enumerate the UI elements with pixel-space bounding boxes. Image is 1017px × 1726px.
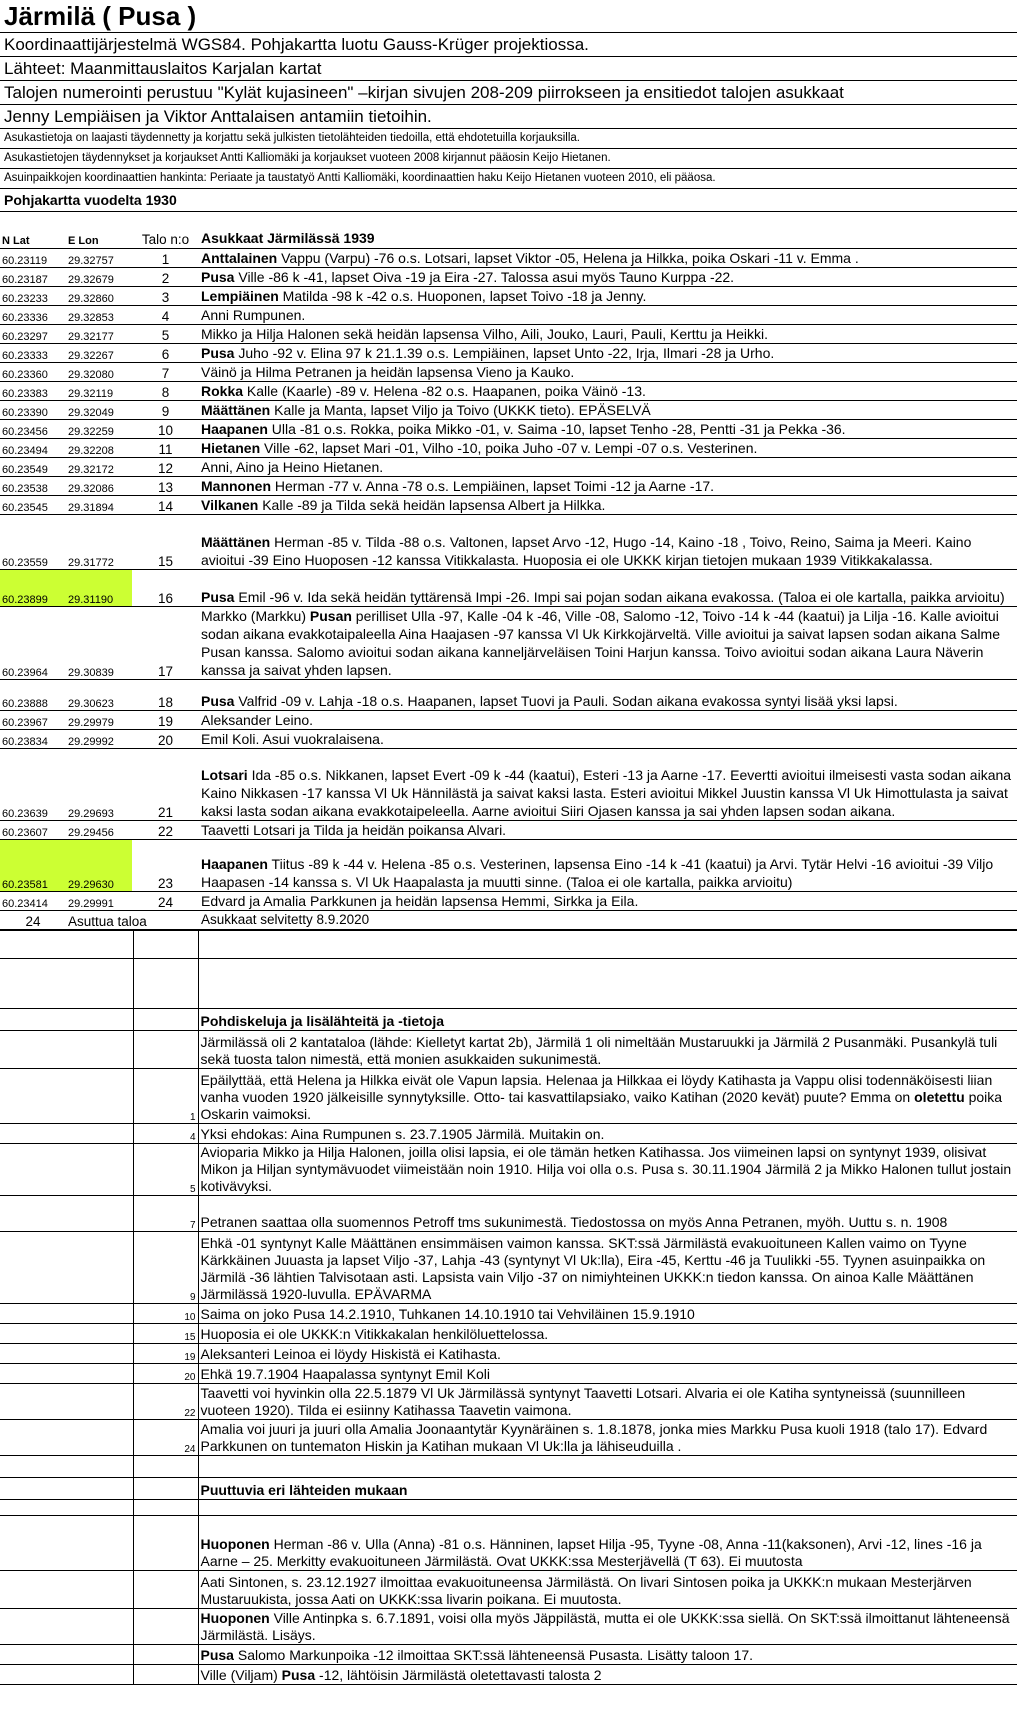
lat-cell: 60.23834 (0, 730, 66, 749)
note-house-ref: 5 (133, 1144, 198, 1196)
summary-label: Asuttua taloa (66, 911, 199, 930)
family-name: Pusa (201, 345, 235, 361)
resident-details: Herman -85 v. Tilda -88 o.s. Valtonen, lapset Arvo -12, Hugo -14, Kaino -18 , Toivo, Reino, Saima ja Meeri. Kaino avioitui -39 Eino Huoposen -12 kanssa Vitikkalasta. Huoposia ei ole UKKK kirjan tietojen mukaan 1939 Vitikkakalassa. (201, 534, 972, 568)
residents-cell (199, 439, 1017, 458)
note-text-run: Epäilyttää, että Helena ja Hilkka eivät ole Vapun lapsia. Helenaa ja Hilkkaa ei löydy Katihasta ja Vappu olisi todennäköisesti liian vanha vuoden 1920 jälkeisille synnytyksille. Otto- tai kasvattilapsiako, vaiko Katihan (2020 kevät) puute? Emma on (200, 1072, 993, 1105)
note-row (0, 1031, 1017, 1069)
table-row (0, 458, 1017, 477)
note-text (198, 1478, 1017, 1500)
lat-cell: 60.23297 (0, 325, 66, 344)
note-blank-cell (0, 1384, 133, 1420)
lon-cell: 29.30623 (66, 680, 132, 711)
table-row (0, 439, 1017, 458)
house-number-cell: 19 (132, 711, 199, 730)
lat-cell: 60.23545 (0, 496, 66, 515)
residents-cell (199, 401, 1017, 420)
table-row (0, 401, 1017, 420)
house-number-cell: 17 (132, 607, 199, 680)
note-blank-cell (0, 1144, 133, 1196)
note-bold-name: Pusa (281, 1667, 316, 1683)
note-row (0, 1144, 1017, 1196)
family-name: Anttalainen (201, 250, 278, 266)
house-number-cell: 18 (132, 680, 199, 711)
house-number-cell: 13 (132, 477, 199, 496)
table-row (0, 306, 1017, 325)
resident-details: Valfrid -09 v. Lahja -18 o.s. Haapanen, lapset Tuovi ja Pauli. Sodan aikana evakossa syntyi lisää yksi lapsi. (234, 693, 898, 709)
family-name: Haapanen (201, 856, 268, 872)
note-house-ref (133, 1516, 198, 1571)
note-row (0, 1571, 1017, 1609)
notes-table (0, 930, 1017, 1685)
lat-cell: 60.23538 (0, 477, 66, 496)
note-text-run: Saima on joko Pusa 14.2.1910, Tuhkanen 14.10.1910 tai Vehviläinen 15.9.1910 (200, 1306, 695, 1322)
table-row (0, 382, 1017, 401)
note-text-run: Ehkä -01 syntynyt Kalle Määttänen ensimmäisen vaimon kanssa. SKT:ssä Järmilästä evakuoituneen Kallen vaimo on Tyyne Kärkkäinen Juuasta ja lapset Viljo -37, Lahja -43 (syntynyt Vl Uk:lla), Eira -45, Kerttu -46 ja Tuulikki -55. Tyynen asuinpaikka on Järmilä -36 lähtien Talvisotaan asti. Lapsista vain Viljo -37 on nimiyhteinen UKKK:n tiedon kanssa. On ainoa Kalle Määttänen Järmilässä 1920-luvulla. EPÄVARMA (200, 1235, 986, 1302)
note-text (198, 1031, 1017, 1069)
table-row (0, 680, 1017, 711)
resident-details: Emil Koli. Asui vuokralaisena. (201, 731, 384, 747)
house-number-cell: 6 (132, 344, 199, 363)
house-number-cell: 1 (132, 249, 199, 268)
lon-cell: 29.31894 (66, 496, 132, 515)
note-text (198, 1516, 1017, 1571)
info-line-coordinates: Asuinpaikkojen koordinaattien hankinta: Periaate ja taustatyö Antti Kalliomäki, koordinaattien haku Keijo Hietanen vuoteen 2010, eli pääosa. (0, 169, 1017, 189)
note-blank-cell (0, 1645, 133, 1665)
page-title: Järmilä ( Pusa ) (0, 0, 1017, 33)
note-house-ref: 4 (133, 1124, 198, 1144)
note-house-ref (133, 1500, 198, 1516)
family-name: Mannonen (201, 478, 271, 494)
lon-cell: 29.32086 (66, 477, 132, 496)
column-header-lat: N Lat (0, 229, 66, 249)
house-number-cell: 2 (132, 268, 199, 287)
note-row (0, 1304, 1017, 1324)
house-number-cell: 4 (132, 306, 199, 325)
note-text-run: Petranen saattaa olla suomennos Petroff tms sukunimestä. Tiedostossa on myös Anna Petranen, myöh. Uuttu s. n. 1908 (200, 1214, 948, 1230)
summary-date: Asukkaat selvitetty 8.9.2020 (199, 911, 1017, 930)
residents-cell (199, 306, 1017, 325)
note-text (198, 1420, 1017, 1456)
house-number-cell: 7 (132, 363, 199, 382)
residents-cell (199, 477, 1017, 496)
note-house-ref (133, 1609, 198, 1645)
resident-details: Väinö ja Hilma Petranen ja heidän lapsensa Vieno ja Kauko. (201, 364, 575, 380)
lon-cell: 29.32208 (66, 439, 132, 458)
note-text-run: Ville Antinpka s. 6.7.1891, voisi olla myös Jäppilästä, mutta ei ole UKKK:ssa siellä. On SKT:ssä ilmoittanut lähteneensä Järmilästä. Lisäys. (200, 1610, 1010, 1643)
lat-cell: 60.23333 (0, 344, 66, 363)
lon-cell: 29.32757 (66, 249, 132, 268)
residents-cell (199, 515, 1017, 570)
table-row (0, 496, 1017, 515)
notes-title-row (0, 1009, 1017, 1031)
note-text (198, 1665, 1017, 1685)
table-row (0, 363, 1017, 382)
table-row (0, 711, 1017, 730)
resident-details: Mikko ja Hilja Halonen sekä heidän lapsensa Vilho, Aili, Jouko, Lauri, Pauli, Kerttu ja Heikki. (201, 326, 769, 342)
note-house-ref: 19 (133, 1344, 198, 1364)
lon-cell: 29.30839 (66, 607, 132, 680)
lon-cell: 29.32119 (66, 382, 132, 401)
table-row (0, 287, 1017, 306)
table-row (0, 570, 1017, 607)
table-row (0, 477, 1017, 496)
lon-cell: 29.31190 (66, 570, 132, 607)
note-house-ref: 20 (133, 1364, 198, 1384)
table-row (0, 840, 1017, 892)
resident-details: Juho -92 v. Elina 97 k 21.1.39 o.s. Lempiäinen, lapset Unto -22, Irja, Ilmari -28 ja Urho. (234, 345, 775, 361)
house-number-cell: 5 (132, 325, 199, 344)
table-row (0, 249, 1017, 268)
notes-spacer-row (0, 959, 1017, 1009)
table-row (0, 749, 1017, 821)
note-row (0, 1324, 1017, 1344)
note-blank-cell (0, 1304, 133, 1324)
lat-cell: 60.23899 (0, 570, 66, 607)
lon-cell: 29.29630 (66, 840, 132, 892)
house-number-cell: 9 (132, 401, 199, 420)
residents-cell (199, 607, 1017, 680)
resident-details: Aleksander Leino. (201, 712, 314, 728)
notes-spacer-row (0, 931, 1017, 959)
family-name: Vilkanen (201, 497, 259, 513)
house-number-cell: 8 (132, 382, 199, 401)
note-row (0, 1516, 1017, 1571)
note-text (198, 1196, 1017, 1232)
note-row (0, 1196, 1017, 1232)
note-text-run: Amalia voi juuri ja juuri olla Amalia Joonaantytär Kyynäräinen s. 1.8.1878, jonka mies Markku Pusa kuoli 1918 (talo 17). Edvard Parkkunen on tuntematon Hiskin ja Katihan mukaan Vl Uk:lla ja lähiseuduilla . (200, 1421, 988, 1454)
house-number-cell: 15 (132, 515, 199, 570)
lat-cell: 60.23967 (0, 711, 66, 730)
note-row (0, 1232, 1017, 1304)
note-row (0, 1344, 1017, 1364)
residents-cell (199, 840, 1017, 892)
resident-details: Ville -86 k -41, lapset Oiva -19 ja Eira -27. Talossa asui myös Tauno Kurppa -22. (234, 269, 735, 285)
table-row (0, 325, 1017, 344)
lat-cell: 60.23187 (0, 268, 66, 287)
residents-cell (199, 749, 1017, 821)
header-line-informants: Jenny Lempiäisen ja Viktor Anttalaisen antamiin tietoihin. (0, 105, 1017, 129)
residents-cell (199, 249, 1017, 268)
resident-details: Vappu (Varpu) -76 o.s. Lotsari, lapset Viktor -05, Helena ja Hilkka, poika Oskari -11 v. Emma . (277, 250, 859, 266)
resident-details: Herman -77 v. Anna -78 o.s. Lempiäinen, lapset Toimi -12 ja Aarne -17. (271, 478, 715, 494)
note-blank-cell (0, 1420, 133, 1456)
note-house-ref: 7 (133, 1196, 198, 1232)
residents-cell (199, 892, 1017, 911)
residents-table (0, 229, 1017, 930)
table-row (0, 821, 1017, 840)
lon-cell: 29.32172 (66, 458, 132, 477)
lat-cell: 60.23581 (0, 840, 66, 892)
note-text (198, 1232, 1017, 1304)
table-row (0, 268, 1017, 287)
resident-details: Tiitus -89 k -44 v. Helena -85 o.s. Vesterinen, lapsensa Eino -14 k -41 (kaatui) ja Arvi. Tytär Helvi -16 avioitui -39 Viljo Haapasen -14 kanssa s. Vl Uk Haapalasta ja muutti sinne. (Taloa ei ole kartalla, paikka arvioitu) (201, 856, 994, 890)
note-blank-cell (0, 1124, 133, 1144)
note-house-ref: 24 (133, 1420, 198, 1456)
note-row (0, 1609, 1017, 1645)
residents-cell (199, 458, 1017, 477)
house-number-cell: 12 (132, 458, 199, 477)
resident-details: Ville -62, lapset Mari -01, Vilho -10, poika Juho -07 v. Lempi -07 o.s. Vesterinen. (260, 440, 758, 456)
lat-cell: 60.23360 (0, 363, 66, 382)
note-blank-cell (0, 1500, 133, 1516)
lat-cell: 60.23607 (0, 821, 66, 840)
note-text-run: Aati Sintonen, s. 23.12.1927 ilmoittaa evakuoituneensa Järmilästä. On livari Sintosen poika ja UKKK:n mukaan Mesterjärven Mustaruukista, jossa Aati on UKKK:ssa livarin poikana. Ei muutosta. (200, 1574, 972, 1607)
column-header-lon: E Lon (66, 229, 132, 249)
residents-cell (199, 420, 1017, 439)
note-bold-name: Puuttuvia eri lähteiden mukaan (200, 1482, 408, 1498)
resident-details: Emil -96 v. Ida sekä heidän tyttärensä Impi -26. Impi sai pojan sodan aikana evakossa. (Taloa ei ole kartalla, paikka arvioitu) (234, 589, 1005, 605)
resident-details: Taavetti Lotsari ja Tilda ja heidän poikansa Alvari. (201, 822, 507, 838)
lat-cell: 60.23964 (0, 607, 66, 680)
house-number-cell: 20 (132, 730, 199, 749)
family-name: Pusa (201, 693, 235, 709)
note-blank-cell (0, 1478, 133, 1500)
note-house-ref: 10 (133, 1304, 198, 1324)
resident-details: Edvard ja Amalia Parkkunen ja heidän lapsensa Hemmi, Sirkka ja Eila. (201, 893, 639, 909)
note-text (198, 1324, 1017, 1344)
lon-cell: 29.31772 (66, 515, 132, 570)
note-text (198, 1500, 1017, 1516)
note-house-ref (133, 1645, 198, 1665)
lon-cell: 29.29992 (66, 730, 132, 749)
note-text (198, 1645, 1017, 1665)
note-row (0, 1478, 1017, 1500)
residents-cell (199, 268, 1017, 287)
note-text (198, 1069, 1017, 1124)
note-house-ref: 1 (133, 1069, 198, 1124)
residents-cell (199, 363, 1017, 382)
info-line-corrections: Asukastietojen täydennykset ja korjaukset Antti Kalliomäki ja korjaukset vuoteen 2008 kirjannut pääosin Keijo Hietanen. (0, 149, 1017, 169)
lon-cell: 29.32259 (66, 420, 132, 439)
house-number-cell: 3 (132, 287, 199, 306)
note-blank-cell (0, 1364, 133, 1384)
note-house-ref (133, 1665, 198, 1685)
house-number-cell: 10 (132, 420, 199, 439)
note-house-ref (133, 1031, 198, 1069)
note-text-run: Avioparia Mikko ja Hilja Halonen, joilla olisi lapsia, ei ole tämän hetken Katihassa. Jos viimeinen lapsi on syntynyt 1939, olisivat Mikon ja Hiljan syntymävuodet viimeistään noin 1910. Hilja voi olla o.s. Pusa s. 30.11.1904 Järmilä 2 ja Mikko Halonen tullut jostain kotivävyksi. (200, 1144, 1012, 1194)
resident-details: Ulla -81 o.s. Rokka, poika Mikko -01, v. Saima -10, lapset Tenho -28, Pentti -31 ja Pekka -36. (267, 421, 846, 437)
family-name: Pusa (201, 269, 235, 285)
section-title-basemap: Pohjakartta vuodelta 1930 (0, 189, 1017, 212)
summary-count: 24 (0, 911, 66, 930)
column-header-residents: Asukkaat Järmilässä 1939 (199, 229, 1017, 249)
lon-cell: 29.29991 (66, 892, 132, 911)
note-text (198, 1304, 1017, 1324)
lon-cell: 29.32049 (66, 401, 132, 420)
note-row (0, 1384, 1017, 1420)
note-house-ref (133, 1571, 198, 1609)
note-bold-name: Huoponen (200, 1536, 270, 1552)
lon-cell: 29.32080 (66, 363, 132, 382)
header-line-sources: Lähteet: Maanmittauslaitos Karjalan kartat (0, 57, 1017, 81)
summary-row (0, 911, 1017, 930)
info-line-completion: Asukastietoja on laajasti täydennetty ja korjattu sekä julkisten tietolähteiden tiedoilla, että ehdotetuilla korjauksilla. (0, 129, 1017, 149)
note-text-run: Ville (Viljam) (200, 1667, 282, 1683)
header-line-numbering: Talojen numerointi perustuu "Kylät kujasineen" –kirjan sivujen 208-209 piirrokseen ja ensitiedot talojen asukkaat (0, 81, 1017, 105)
note-bold-name: Huoponen (200, 1610, 270, 1626)
note-text-run: Taavetti voi hyvinkin olla 22.5.1879 Vl Uk Järmilässä syntynyt Taavetti Lotsari. Alvaria ei ole Katiha syntyneissä (suunnilleen vuoteen 1920). Tilda ei esiinny Katihassa Taavetin vaimona. (200, 1385, 966, 1418)
house-number-cell: 16 (132, 570, 199, 607)
resident-prefix: Markko (Markku) (201, 608, 310, 624)
note-blank-cell (0, 1031, 133, 1069)
table-row (0, 730, 1017, 749)
lat-cell: 60.23456 (0, 420, 66, 439)
family-name: Rokka (201, 383, 244, 399)
house-number-cell: 21 (132, 749, 199, 821)
note-blank-cell (0, 1344, 133, 1364)
note-row (0, 1420, 1017, 1456)
table-row (0, 892, 1017, 911)
resident-details: Kalle -89 ja Tilda sekä heidän lapsensa Albert ja Hilkka. (258, 497, 606, 513)
family-name: Haapanen (201, 421, 268, 437)
note-text (198, 1144, 1017, 1196)
resident-details: Ida -85 o.s. Nikkanen, lapset Evert -09 k -44 (kaatui), Esteri -13 ja Aarne -17. Eevertti avioitui ilmeisesti vasta sodan aikana Kaino Nikkasen -17 kanssa Vl Uk Hännilästä ja saivat kaksi lasta. Esteri avioitui Mikkel Juustin kanssa Vl Uk Himottulasta ja saivat kaksi lasta sodan aikana evakkotaipeleella. Aarne avioitui Siiri Ojasen kanssa ja sai yhden lapsen sodan aikana. (201, 767, 1012, 819)
house-number-cell: 22 (132, 821, 199, 840)
note-bold-name: Pusa (200, 1647, 234, 1663)
note-blank-cell (0, 1516, 133, 1571)
note-row (0, 1069, 1017, 1124)
note-text-run: Aleksanteri Leinoa ei löydy Hiskistä ei Katihasta. (200, 1346, 501, 1362)
note-blank-cell (0, 1665, 133, 1685)
table-header-row (0, 229, 1017, 249)
note-text-run: Huoposia ei ole UKKK:n Vitikkakalan henkilöluettelossa. (200, 1326, 549, 1342)
lon-cell: 29.32860 (66, 287, 132, 306)
family-name: Hietanen (201, 440, 261, 456)
lat-cell: 60.23494 (0, 439, 66, 458)
note-house-ref (133, 1456, 198, 1478)
note-house-ref (133, 1478, 198, 1500)
resident-details: Kalle ja Manta, lapset Viljo ja Toivo (UKKK tieto). EPÄSELVÄ (270, 402, 651, 418)
note-house-ref: 9 (133, 1232, 198, 1304)
note-text (198, 1344, 1017, 1364)
note-text-run: Ehkä 19.7.1904 Haapalassa syntynyt Emil Koli (200, 1366, 490, 1382)
note-row (0, 1645, 1017, 1665)
note-text (198, 1124, 1017, 1144)
lat-cell: 60.23888 (0, 680, 66, 711)
residents-cell (199, 711, 1017, 730)
resident-details: Kalle (Kaarle) -89 v. Helena -82 o.s. Haapanen, poika Väinö -13. (243, 383, 646, 399)
header-line-coordinate-system: Koordinaattijärjestelmä WGS84. Pohjakartta luotu Gauss-Krüger projektiossa. (0, 33, 1017, 57)
family-name: Lempiäinen (201, 288, 279, 304)
note-text (198, 1364, 1017, 1384)
note-bold-name: oletettu (914, 1089, 965, 1105)
house-number-cell: 24 (132, 892, 199, 911)
lat-cell: 60.23383 (0, 382, 66, 401)
family-name: Määttänen (201, 402, 271, 418)
family-name: Pusan (309, 608, 352, 624)
residents-cell (199, 496, 1017, 515)
note-blank-cell (0, 1456, 133, 1478)
note-blank-cell (0, 1609, 133, 1645)
note-text-run: Herman -86 v. Ulla (Anna) -81 o.s. Hänninen, lapset Hilja -95, Tyyne -08, Anna -11(kaksonen), Arvi -12, lines -16 ja Aarne – 25. Merkitty evakuoituneen Järmilästä. Ovat UKKK:ssa Mesterjävellä (T 63). Ei muutosta (200, 1536, 982, 1569)
lat-cell: 60.23549 (0, 458, 66, 477)
note-row (0, 1124, 1017, 1144)
note-row (0, 1665, 1017, 1685)
lon-cell: 29.32853 (66, 306, 132, 325)
family-name: Määttänen (201, 534, 271, 550)
house-number-cell: 14 (132, 496, 199, 515)
note-text-run: poika Oskarin vaimoksi. (200, 1089, 1003, 1122)
lon-cell: 29.29693 (66, 749, 132, 821)
resident-details: perilliset Ulla -97, Kalle -04 k -46, Ville -08, Salomo -12, Toivo -14 k -44 (kaatui) ja Lilja -16. Kalle avioitui sodan aikana evakkotaipaleella Aina Haajasen -97 kanssa Vl Uk Kirkkojärveltä. Ville avioitui ja saivat lapsen sodan aikana Salme Pusan kanssa. Salomo avioitui sodan aikana kanneljärveläisen Toini Harjun kanssa. Toivo avioitui sodan aikana Laura Näverin kanssa ja saivat yhden lapsen. (201, 608, 1000, 678)
lat-cell: 60.23414 (0, 892, 66, 911)
note-blank-cell (0, 1571, 133, 1609)
lon-cell: 29.32679 (66, 268, 132, 287)
notes-section-title: Pohdiskeluja ja lisälähteitä ja -tietoja (198, 1009, 1017, 1031)
lat-cell: 60.23559 (0, 515, 66, 570)
residents-cell (199, 730, 1017, 749)
note-house-ref: 15 (133, 1324, 198, 1344)
note-row (0, 1364, 1017, 1384)
lon-cell: 29.29979 (66, 711, 132, 730)
lon-cell: 29.32177 (66, 325, 132, 344)
residents-cell (199, 680, 1017, 711)
table-row (0, 420, 1017, 439)
lat-cell: 60.23390 (0, 401, 66, 420)
family-name: Lotsari (201, 767, 248, 783)
note-text (198, 1609, 1017, 1645)
lat-cell: 60.23639 (0, 749, 66, 821)
family-name: Pusa (201, 589, 235, 605)
note-blank-cell (0, 1324, 133, 1344)
note-row (0, 1500, 1017, 1516)
resident-details: Anni, Aino ja Heino Hietanen. (201, 459, 384, 475)
residents-cell (199, 344, 1017, 363)
resident-details: Anni Rumpunen. (201, 307, 306, 323)
note-text (198, 1456, 1017, 1478)
residents-cell (199, 287, 1017, 306)
lon-cell: 29.29456 (66, 821, 132, 840)
table-row (0, 344, 1017, 363)
lat-cell: 60.23336 (0, 306, 66, 325)
note-text-run: Yksi ehdokas: Aina Rumpunen s. 23.7.1905 Järmilä. Muitakin on. (200, 1126, 605, 1142)
note-text (198, 1571, 1017, 1609)
note-blank-cell (0, 1196, 133, 1232)
note-blank-cell (0, 1069, 133, 1124)
note-text-run: Salomo Markunpoika -12 ilmoittaa SKT:ssä lähteneensä Pusasta. Lisätty taloon 17. (233, 1647, 754, 1663)
residents-cell (199, 382, 1017, 401)
lon-cell: 29.32267 (66, 344, 132, 363)
residents-cell (199, 821, 1017, 840)
note-text-run: Järmilässä oli 2 kantataloa (lähde: Kielletyt kartat 2b), Järmilä 1 oli nimeltään Mustaruukki ja Järmilä 2 Pusanmäki. Pusankylä tuli sekä tuosta talon nimestä, että monien asukkaiden sukunimestä. (200, 1034, 998, 1067)
residents-cell (199, 570, 1017, 607)
lat-cell: 60.23119 (0, 249, 66, 268)
note-text-run: -12, lähtöisin Järmilästä oletettavasti talosta 2 (315, 1667, 602, 1683)
table-row (0, 515, 1017, 570)
note-text (198, 1384, 1017, 1420)
note-blank-cell (0, 1232, 133, 1304)
table-row (0, 607, 1017, 680)
resident-details: Matilda -98 k -42 o.s. Huoponen, lapset Toivo -18 ja Jenny. (278, 288, 647, 304)
note-row (0, 1456, 1017, 1478)
column-header-house: Talo n:o (132, 229, 199, 249)
lat-cell: 60.23233 (0, 287, 66, 306)
residents-cell (199, 325, 1017, 344)
house-number-cell: 11 (132, 439, 199, 458)
house-number-cell: 23 (132, 840, 199, 892)
note-house-ref: 22 (133, 1384, 198, 1420)
